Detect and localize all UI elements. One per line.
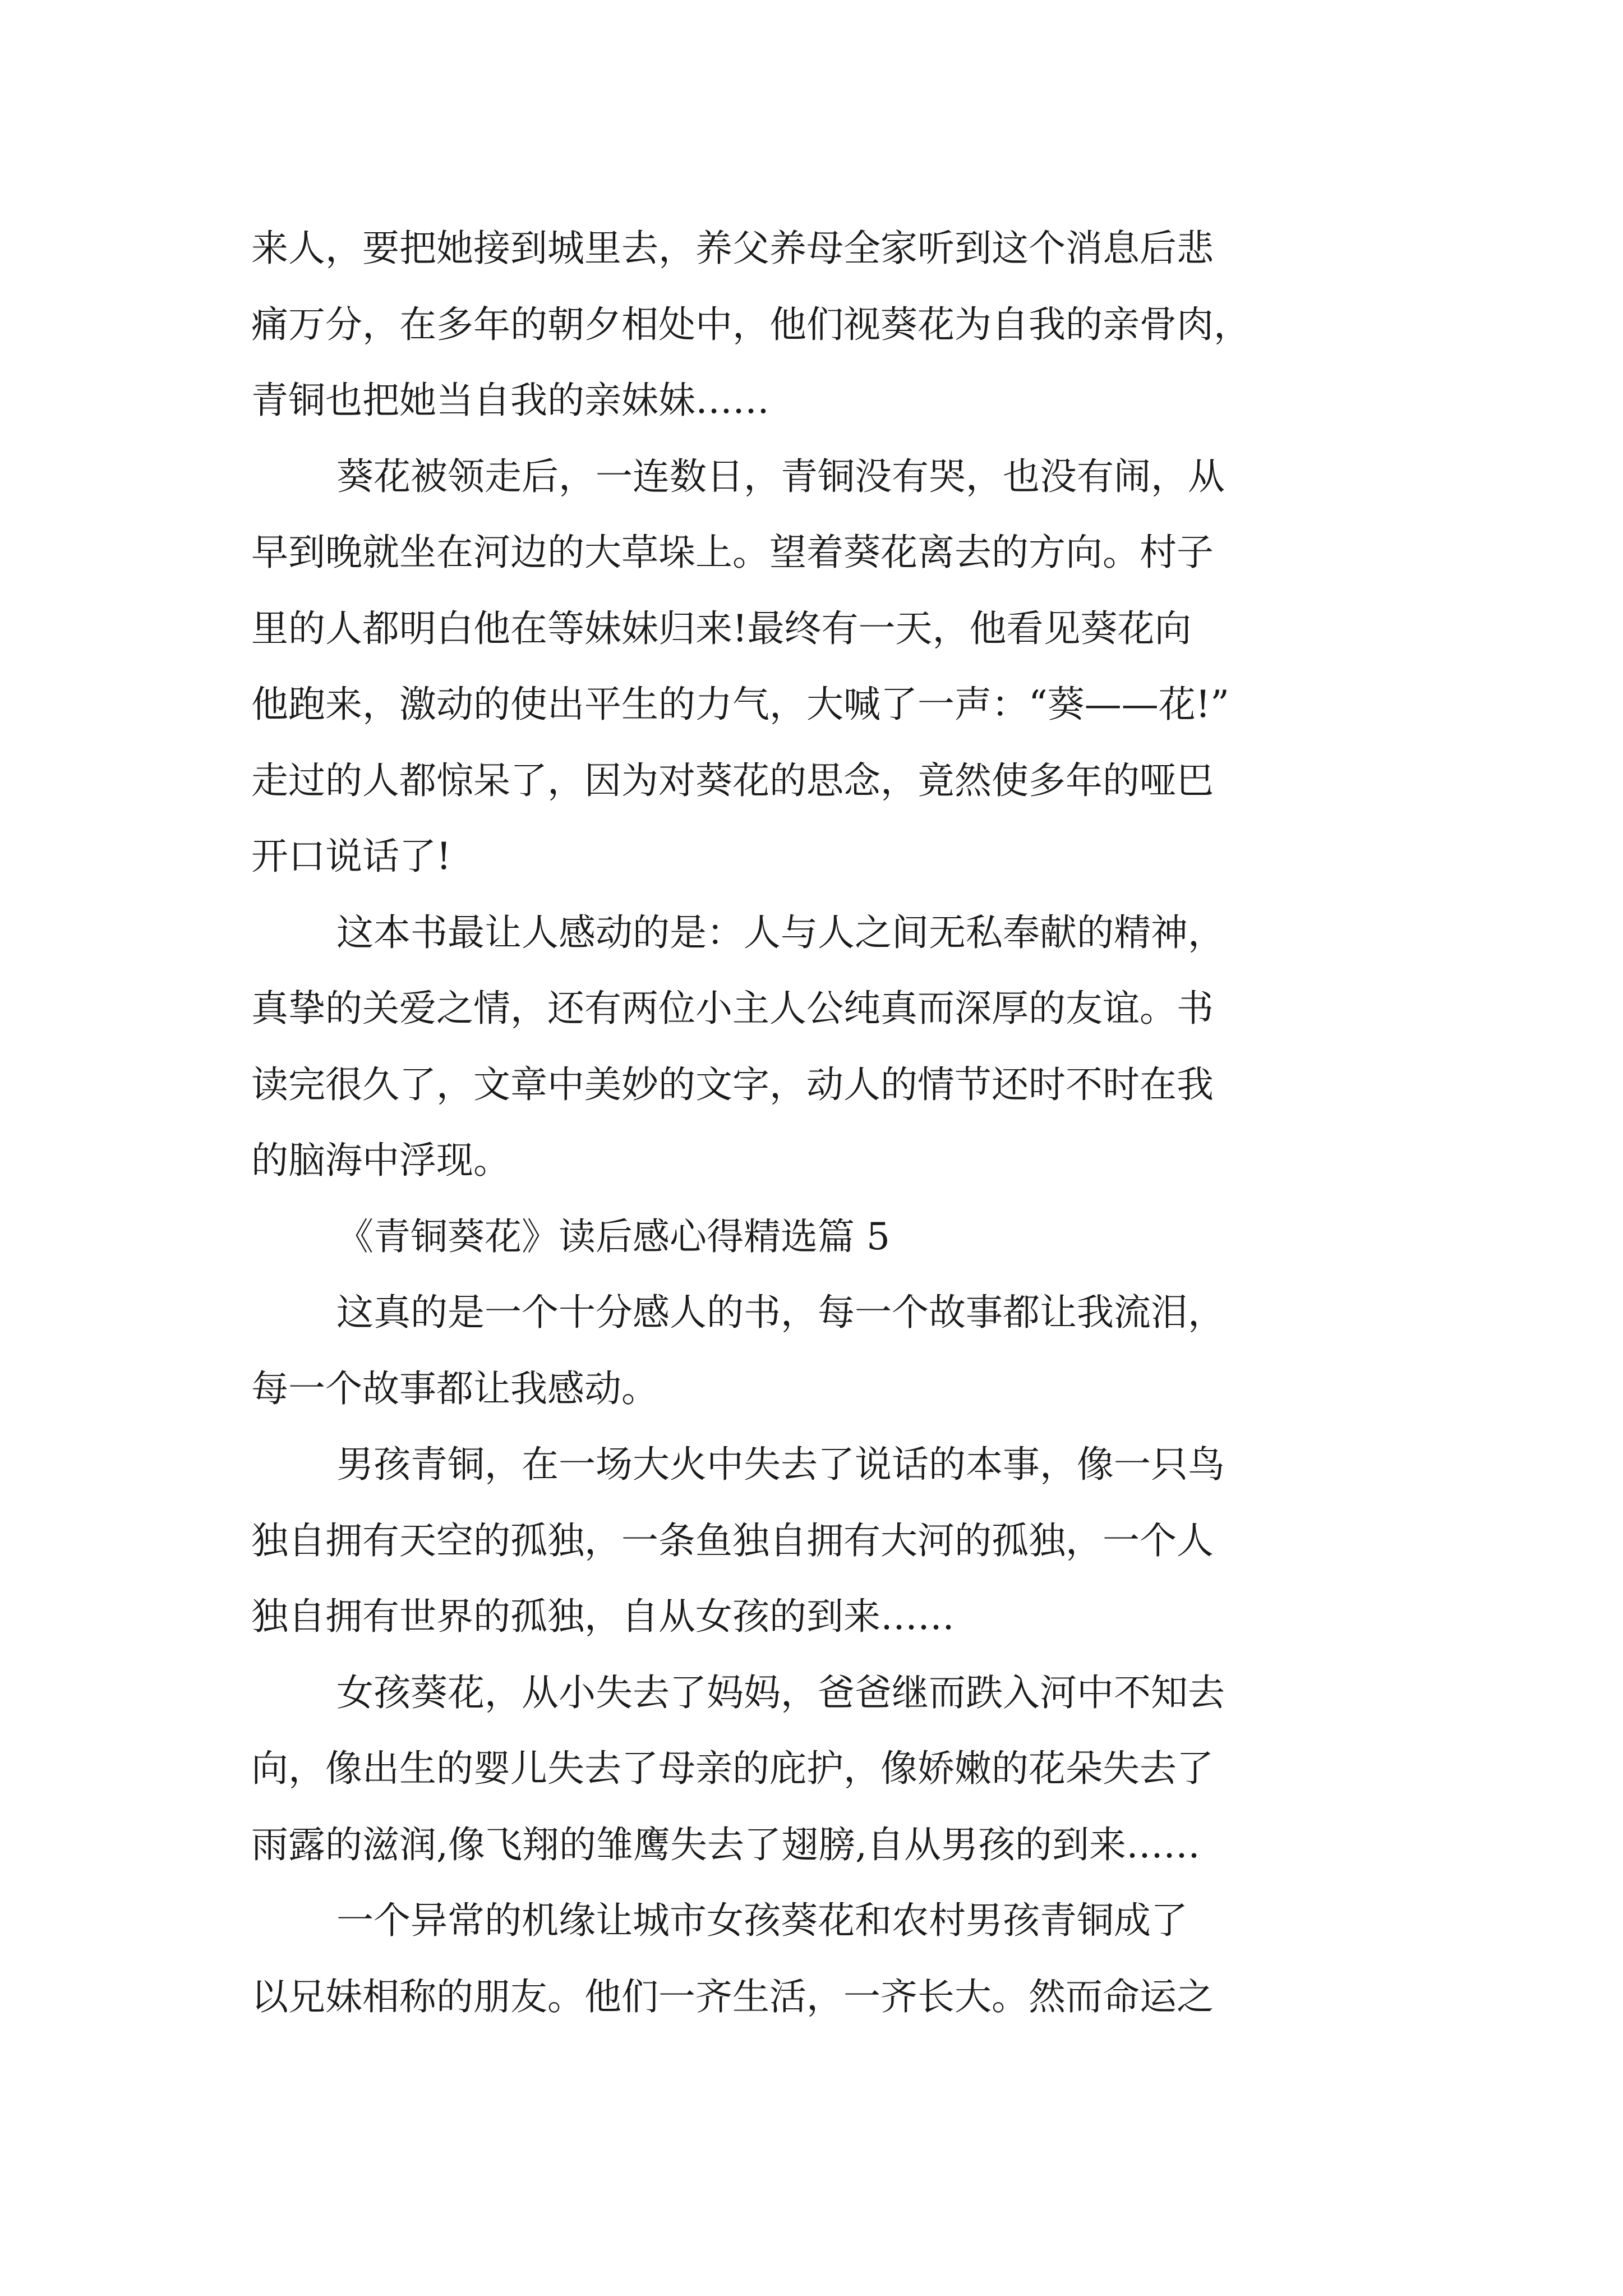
text-line: 的脑海中浮现。 xyxy=(251,1139,510,1182)
text-line: 读完很久了，文章中美妙的文字，动人的情节还时不时在我 xyxy=(251,1062,1214,1106)
text-line: 走过的人都惊呆了，因为对葵花的思念，竟然使多年的哑巴 xyxy=(251,758,1214,802)
text-line: 葵花被领走后，一连数日，青铜没有哭，也没有闹，从 xyxy=(336,454,1225,498)
text-line: 《青铜葵花》读后感心得精选篇 5 xyxy=(336,1214,890,1258)
text-line: 独自拥有天空的孤独，一条鱼独自拥有大河的孤独，一个人 xyxy=(251,1519,1214,1562)
text-line: 这本书最让人感动的是：人与人之间无私奉献的精神， xyxy=(336,910,1225,954)
text-line: 向，像出生的婴儿失去了母亲的庇护，像娇嫩的花朵失去了 xyxy=(251,1747,1214,1790)
text-line: 里的人都明白他在等妹妹归来!最终有一天，他看见葵花向 xyxy=(251,606,1192,650)
text-line: 来人，要把她接到城里去，养父养母全家听到这个消息后悲 xyxy=(251,227,1214,270)
text-line: 青铜也把她当自我的亲妹妹…… xyxy=(251,379,769,422)
text-line: 痛万分，在多年的朝夕相处中，他们视葵花为自我的亲骨肉， xyxy=(251,302,1251,346)
text-line: 女孩葵花，从小失去了妈妈，爸爸继而跌入河中不知去 xyxy=(336,1671,1225,1714)
text-line: 早到晚就坐在河边的大草垛上。望着葵花离去的方向。村子 xyxy=(251,531,1214,574)
text-line: 男孩青铜，在一场大火中失去了说话的本事，像一只鸟 xyxy=(336,1443,1225,1486)
text-line: 他跑来，激动的使出平生的力气，大喊了一声：“葵——花!” xyxy=(251,683,1230,726)
text-line: 开口说话了! xyxy=(251,835,451,878)
text-line: 雨露的滋润,像飞翔的雏鹰失去了翅膀,自从男孩的到来…… xyxy=(251,1823,1200,1866)
text-line: 以兄妹相称的朋友。他们一齐生活，一齐长大。然而命运之 xyxy=(251,1975,1214,2018)
text-line: 每一个故事都让我感动。 xyxy=(251,1366,658,1410)
text-line: 这真的是一个十分感人的书，每一个故事都让我流泪， xyxy=(336,1291,1225,1334)
text-line: 独自拥有世界的孤独，自从女孩的到来…… xyxy=(251,1595,955,1638)
text-line: 一个异常的机缘让城市女孩葵花和农村男孩青铜成了 xyxy=(336,1899,1188,1942)
body-text xyxy=(251,210,1440,2035)
text-line: 真挚的关爱之情，还有两位小主人公纯真而深厚的友谊。书 xyxy=(251,987,1214,1030)
